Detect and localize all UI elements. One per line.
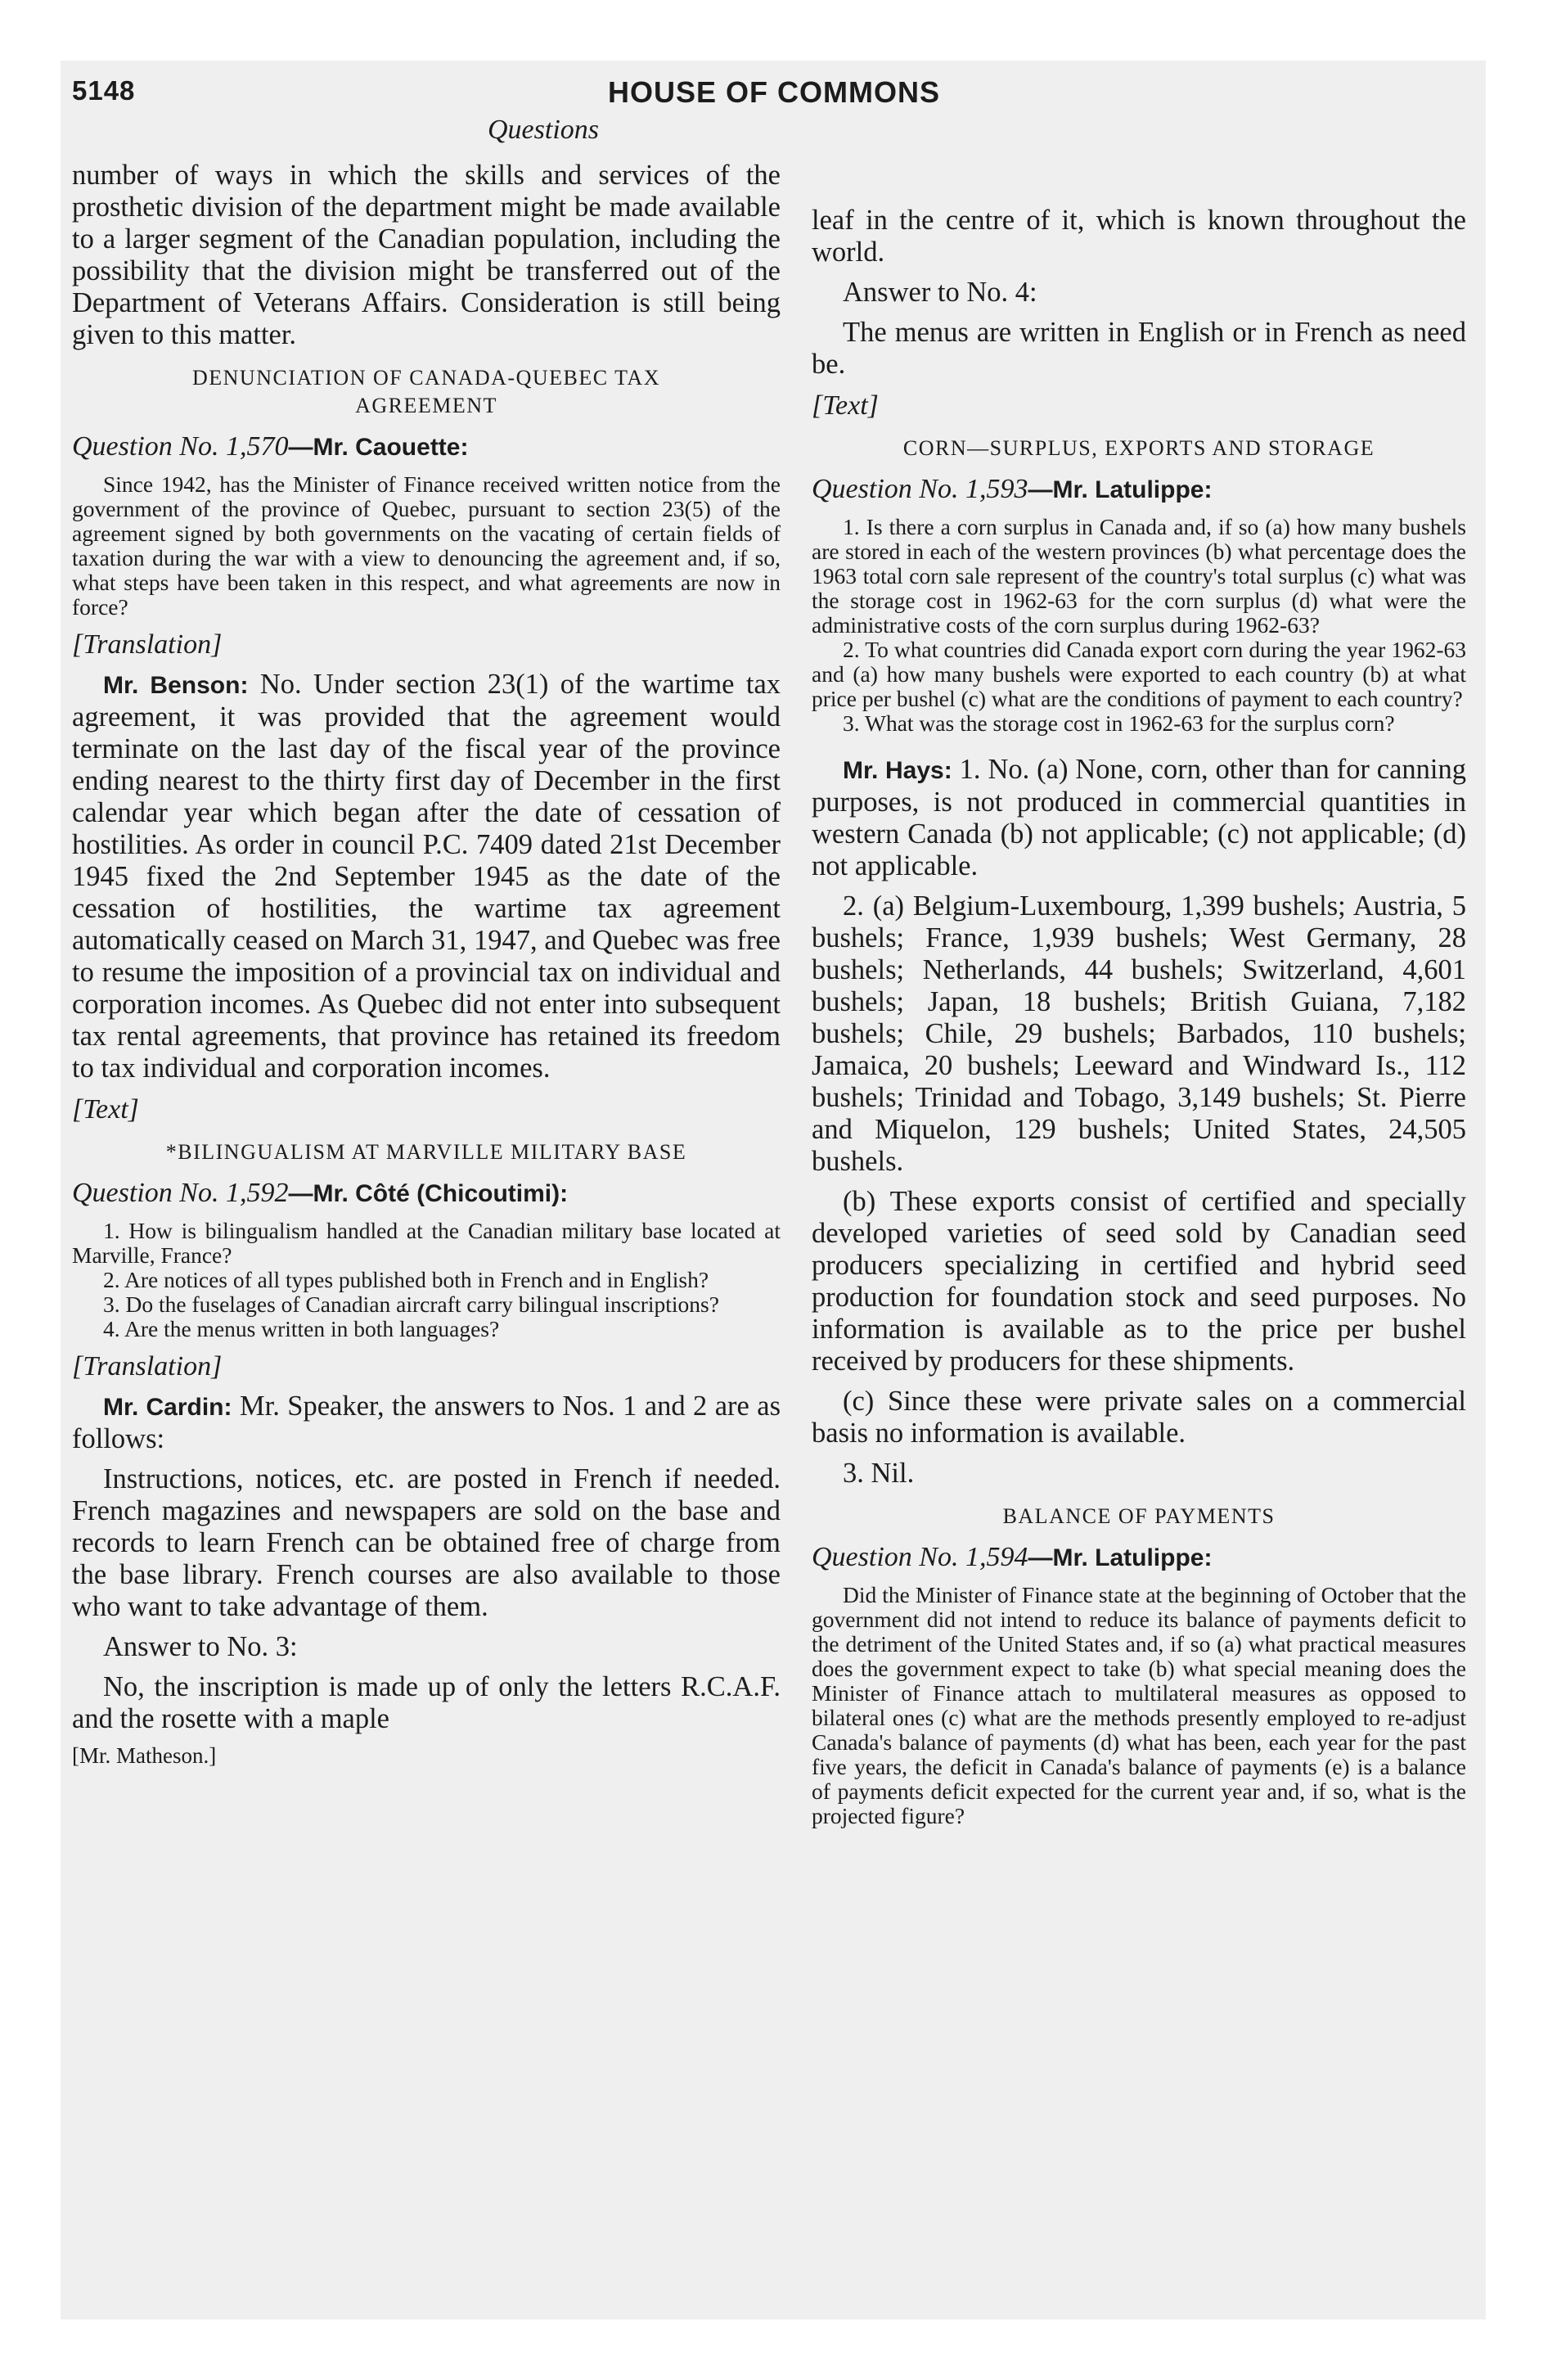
question-item: 3. Do the fuselages of Canadian aircraft carry bilingual inscriptions? <box>103 1291 719 1317</box>
text-marker: [Text] <box>72 1094 139 1125</box>
answer-text: Mr. Speaker, the answers to Nos. 1 and 2 are as follows: <box>72 1391 781 1454</box>
paragraph: (b) These exports consist of certified and specially developed varieties of seed sold by Canadian seed producers specializing in certified and hybrid seed production for foundation stock and seed purposes. No information is available as to the price per bushel received by producers for these shipments. <box>812 1186 1466 1377</box>
page-number: 5148 <box>72 75 136 106</box>
paragraph: Instructions, notices, etc. are posted in French if needed. French magazines and newspapers are sold on the base and records to learn French can be obtained free of charge from the base library. French courses are also available to those who want to take advantage of them. <box>72 1463 781 1622</box>
text-marker: [Text] <box>812 390 879 421</box>
speaker-name: Mr. Hays: <box>843 757 952 784</box>
paragraph: The menus are written in English or in French as need be. <box>812 317 1466 380</box>
question-item: 1. Is there a corn surplus in Canada and, if so (a) how many bushels are stored in each of the western provinces (b) what percentage does the 1963 total corn sale represent of the country's total surplus (c) what was the storage cost in 1962-63 for the corn surplus (d) what were the administrative costs of the corn surplus during 1962-63? <box>812 514 1466 638</box>
answer-text: No. Under section 23(1) of the wartime tax agreement, it was provided that the agreement would terminate on the last day of the fiscal year of the province ending nearest to the thirty first day of December in the first calendar year which began after the date of cessation of hostilities. As order in council P.C. 7409 dated 21st December 1945 fixed the 2nd September 1945 as the date of the cessation of hostilities, the wartime tax agreement automatically ceased on March 31, 1947, and Quebec was free to resume the imposition of a provincial tax on individual and corporation incomes. As Quebec did not enter into subsequent tax rental agreements, that province has retained its freedom to tax individual and corporation incomes. <box>72 669 781 1084</box>
page-title: HOUSE OF COMMONS <box>607 75 940 109</box>
speaker-name: Mr. Cardin: <box>103 1394 232 1421</box>
footer-note: [Mr. Matheson.] <box>72 1743 217 1768</box>
section-label: Questions <box>488 115 599 145</box>
section-heading: *BILINGUALISM AT MARVILLE MILITARY BASE <box>165 1140 687 1164</box>
question-item: 3. What was the storage cost in 1962-63 for the surplus corn? <box>843 710 1395 736</box>
question-speaker: —Mr. Latulippe: <box>1028 476 1213 503</box>
paragraph: 2. (a) Belgium-Luxembourg, 1,399 bushels; Austria, 5 bushels; France, 1,939 bushels; West Germany, 28 bushels; Netherlands, 44 bushels; Switzerland, 4,601 bushels; Japan, 18 bushels; British Guiana, 7,182 bushels; Chile, 29 bushels; Barbados, 110 bushels; Jamaica, 20 bushels; Leeward and Windward Is., 112 bushels; Trinidad and Tobago, 3,149 bushels; St. Pierre and Miquelon, 129 bushels; United States, 24,505 bushels. <box>812 890 1466 1177</box>
paragraph: number of ways in which the skills and services of the prosthetic division of the department might be made available to a larger segment of the Canadian population, including the possibility that the division might be transferred out of the Department of Veterans Affairs. Consideration is still being given to this matter. <box>72 160 781 350</box>
question-line <box>72 431 781 462</box>
question-text: Did the Minister of Finance state at the beginning of October that the government did not intend to reduce its balance of payments deficit to the detriment of the United States and, if so (a) what practical measures does the government expect to take (b) what special meaning does the Minister of Finance attach to multilateral measures as opposed to bilateral ones (c) what are the methods presently employed to re-adjust Canada's balance of payments (d) what has been, each year for the past five years, the deficit in Canada's balance of payments (e) is a balance of payments deficit expected for the current year and, if so, what is the projected figure? <box>812 1582 1466 1828</box>
paragraph: (c) Since these were private sales on a commercial basis no information is available. <box>812 1386 1466 1449</box>
question-number: Question No. 1,593 <box>812 474 1028 504</box>
section-heading: BALANCE OF PAYMENTS <box>1002 1504 1276 1528</box>
answer-label: Answer to No. 3: <box>103 1631 298 1662</box>
right-column <box>812 205 1466 1835</box>
paragraph: No, the inscription is made up of only the letters R.C.A.F. and the rosette with a maple <box>72 1671 781 1734</box>
question-item: 2. Are notices of all types published both in French and in English? <box>103 1267 709 1292</box>
question-speaker: —Mr. Caouette: <box>288 434 469 461</box>
question-item: 1. How is bilingualism handled at the Canadian military base located at Marville, France? <box>72 1218 781 1268</box>
answer-paragraph <box>812 754 1466 882</box>
question-line <box>812 1542 1466 1573</box>
question-item: 2. To what countries did Canada export corn during the year 1962-63 and (a) how many bushels were exported to each country (b) at what price per bushel (c) what are the conditions of payment to each country? <box>812 637 1466 711</box>
section-heading: CORN—SURPLUS, EXPORTS AND STORAGE <box>902 436 1375 460</box>
question-speaker: —Mr. Latulippe: <box>1028 1544 1213 1571</box>
answer-paragraph <box>72 1391 781 1455</box>
question-number: Question No. 1,592 <box>72 1178 289 1208</box>
paragraph: leaf in the centre of it, which is known throughout the world. <box>812 205 1466 268</box>
question-line <box>72 1178 781 1209</box>
speaker-name: Mr. Benson: <box>103 672 249 699</box>
question-line <box>812 474 1466 505</box>
answer-text: 1. No. (a) None, corn, other than for canning purposes, is not produced in commercial quantities in western Canada (b) not applicable; (c) not applicable; (d) not applicable. <box>812 754 1467 881</box>
question-item: 4. Are the menus written in both languages? <box>103 1316 500 1341</box>
answer-label: Answer to No. 4: <box>843 277 1037 308</box>
question-text: Since 1942, has the Minister of Finance received written notice from the government of the province of Quebec, pursuant to section 23(5) of the agreement signed by both governments on the vacating of certain fields of taxation during the war with a view to denouncing the agreement and, if so, what steps have been taken in this respect, and what agreements are now in force? <box>72 471 781 620</box>
section-heading: DENUNCIATION OF CANADA-QUEBEC TAX AGREEMENT <box>192 366 660 417</box>
question-speaker: —Mr. Côté (Chicoutimi): <box>288 1180 569 1207</box>
question-number: Question No. 1,570 <box>72 431 289 462</box>
translation-marker: [Translation] <box>72 629 223 660</box>
answer-paragraph <box>72 669 781 1084</box>
left-column <box>72 160 781 1769</box>
translation-marker: [Translation] <box>72 1351 223 1382</box>
question-number: Question No. 1,594 <box>812 1542 1028 1572</box>
paragraph: 3. Nil. <box>843 1458 915 1489</box>
